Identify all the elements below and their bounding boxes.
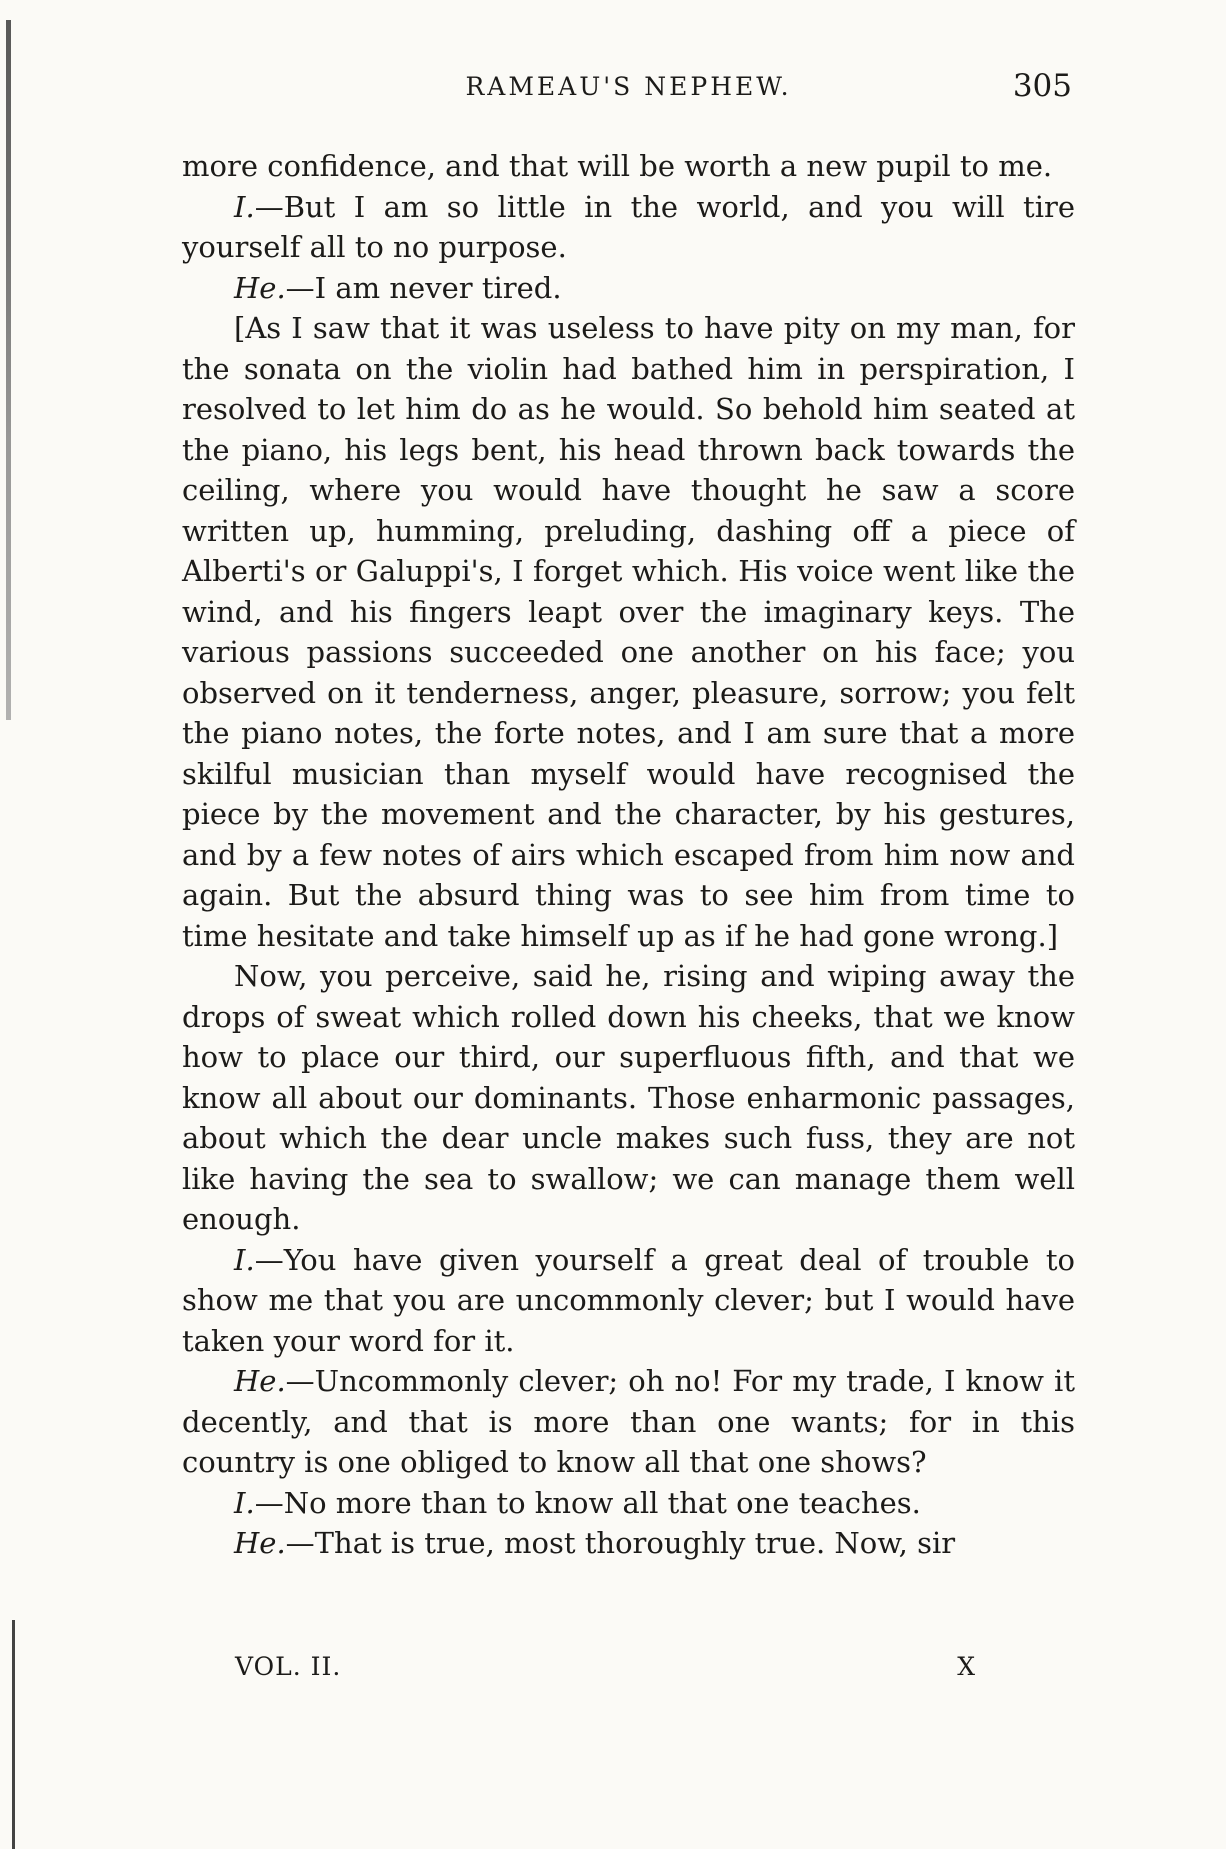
paragraph [182, 146, 1075, 187]
speaker-label: I. [234, 1485, 255, 1520]
paragraph-text: —Uncommonly clever; oh no! For my trade, I know it decently, and that is more than one wants; for in this country is one obliged to know all that one shows? [182, 1364, 1075, 1479]
paragraph [182, 1523, 1075, 1564]
paragraph-text: more confidence, and that will be worth a new pupil to me. [182, 149, 1053, 183]
page-number: 305 [1012, 68, 1072, 104]
speaker-label: He. [234, 1364, 286, 1398]
speaker-label: I. [234, 189, 255, 224]
paragraph [182, 1361, 1075, 1483]
paragraph-text: —You have given yourself a great deal of trouble to show me that you are uncommonly clever; but I would have taken your word for it. [182, 1242, 1075, 1358]
paragraph-text: —That is true, most thoroughly true. Now, sir [285, 1526, 956, 1560]
paragraph [182, 1483, 1075, 1524]
body-text [182, 146, 1075, 1564]
speaker-label: He. [234, 1526, 286, 1560]
signature-mark: X [957, 1652, 975, 1681]
binding-shadow-lower [12, 1620, 15, 1849]
paragraph-text: [As I saw that it was useless to have pity on my man, for the sonata on the violin had bathed him in perspiration, I resolved to let him do as he would. So behold him seated at the piano, his legs bent, his head thrown back towards the ceiling, where you would have thought he saw a score written up, humming, preluding, dashing off a piece of Alberti's or Galuppi's, I forget which. His voice went like the wind, and his fingers leapt over the imaginary keys. The various passions succeeded one another on his face; you observed on it tenderness, anger, pleasure, sorrow; you felt the piano notes, the forte notes, and I am sure that a more skilful musician than myself would have recognised the piece by the movement and the character, by his gestures, and by a few notes of airs which escaped from him now and again. But the absurd thing was to see him from time to time hesitate and take himself up as if he had gone wrong.] [182, 311, 1075, 953]
paragraph-text: Now, you perceive, said he, rising and wiping away the drops of sweat which rolled down his cheeks, that we know how to place our third, our superfluous fifth, and that we know all about our dominants. Those enharmonic passages, about which the dear uncle makes such fuss, they are not like having the sea to swallow; we can manage them well enough. [182, 959, 1075, 1236]
paragraph [182, 308, 1075, 956]
paragraph [182, 956, 1075, 1240]
paragraph [182, 268, 1075, 309]
volume-label: VOL. II. [235, 1652, 342, 1681]
paragraph [182, 1240, 1075, 1362]
speaker-label: I. [234, 1242, 255, 1277]
speaker-label: He. [234, 270, 286, 305]
paragraph-text: —But I am so little in the world, and you will tire yourself all to no purpose. [182, 189, 1075, 264]
binding-shadow [6, 20, 11, 720]
paragraph-text: —I am never tired. [285, 270, 562, 305]
page-header [185, 68, 1072, 112]
paragraph [182, 187, 1075, 268]
running-title: RAMEAU'S NEPHEW. [465, 72, 792, 101]
paragraph-text: —No more than to know all that one teaches. [254, 1485, 921, 1520]
page-footer [235, 1652, 975, 1692]
